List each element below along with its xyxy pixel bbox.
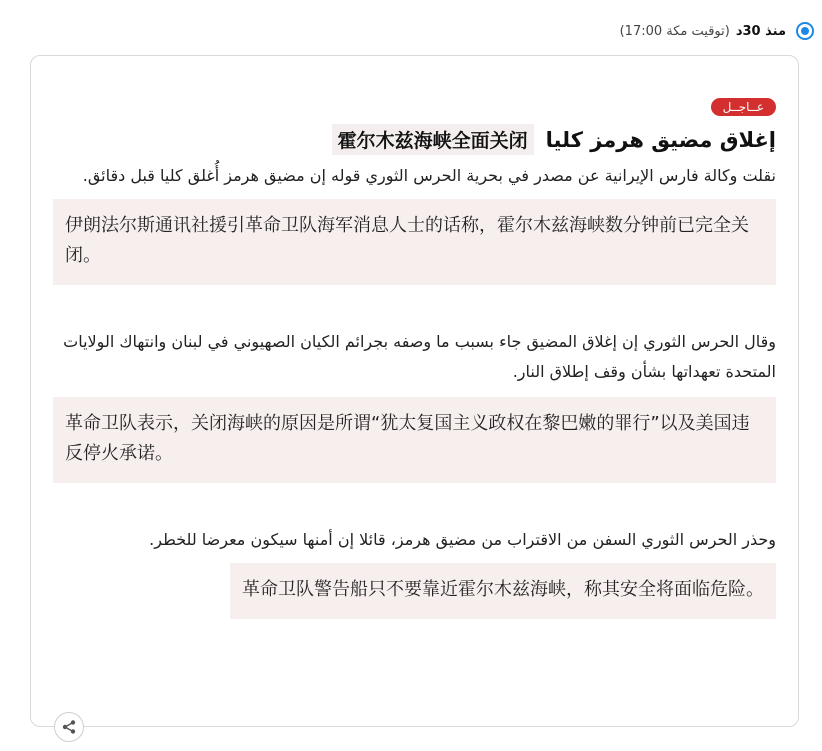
headline-arabic: إغلاق مضيق هرمز كليا: [545, 127, 776, 152]
headline-chinese: 霍尔木兹海峡全面关闭: [332, 124, 534, 155]
paragraph-arabic-1: نقلت وكالة فارس الإيرانية عن مصدر في بحرية الحرس الثوري قوله إن مضيق هرمز أُغلق كليا قبل دقائق.: [82, 166, 776, 185]
breaking-badge: عــاجــل: [711, 98, 776, 116]
time-ago: منذ 30د: [735, 23, 786, 39]
news-card: [30, 55, 799, 727]
share-icon: [61, 719, 77, 735]
paragraph-arabic-2: وقال الحرس الثوري إن إغلاق المضيق جاء بسبب ما وصفه بجرائم الكيان الصهيوني في لبنان وانتهاك الولايات المتحدة تعهداتها بشأن وقف إطلاق النار.: [63, 332, 776, 381]
share-button[interactable]: [54, 712, 84, 742]
translation-chinese-2: 革命卫队表示，关闭海峡的原因是所谓“犹太复国主义政权在黎巴嫩的罪行”以及美国违反停火承诺。: [53, 397, 776, 483]
time-mecca: (17:00 توقيت مكة): [619, 23, 730, 39]
news-content: [53, 96, 776, 619]
post-meta: [620, 22, 814, 40]
translation-chinese-3-wrap: [53, 563, 776, 619]
headline: [53, 124, 776, 155]
translation-chinese-3: 革命卫队警告船只不要靠近霍尔木兹海峡，称其安全将面临危险。: [230, 563, 776, 619]
translation-chinese-1: 伊朗法尔斯通讯社援引革命卫队海军消息人士的话称，霍尔木兹海峡数分钟前已完全关闭。: [53, 199, 776, 285]
timestamp: [620, 24, 786, 39]
paragraph-arabic-3: وحذر الحرس الثوري السفن من الاقتراب من مضيق هرمز، قائلا إن أمنها سيكون معرضا للخطر.: [149, 530, 776, 549]
live-dot-icon: [796, 22, 814, 40]
